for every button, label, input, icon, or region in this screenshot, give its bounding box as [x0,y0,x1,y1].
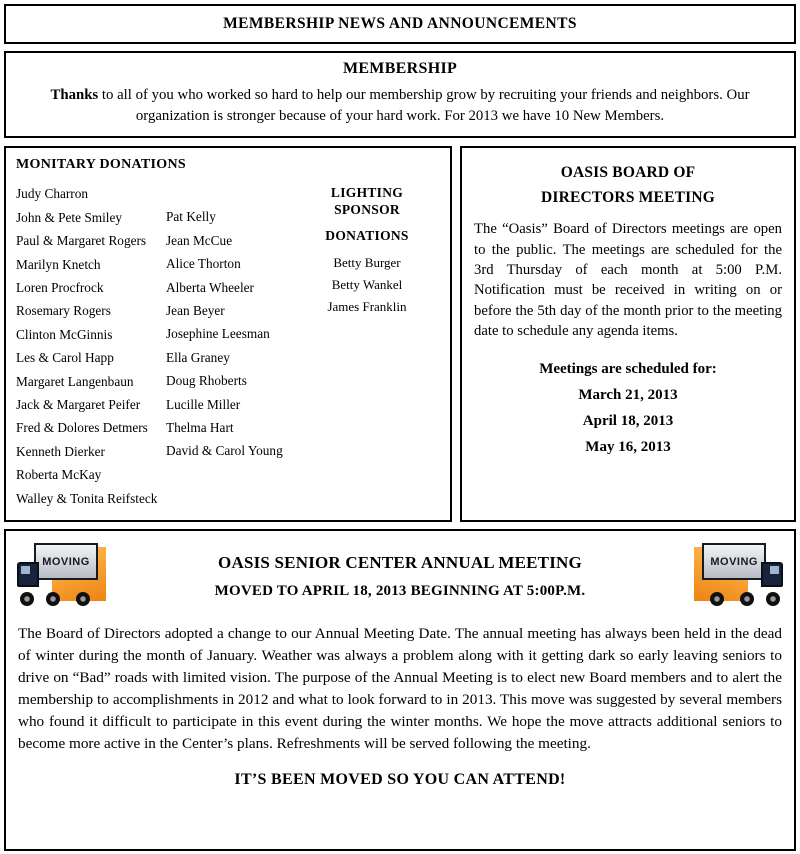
donor-name: Ella Graney [166,349,230,365]
donor-name: Josephine Leesman [166,326,270,342]
donor-name: Pat Kelly [166,209,216,225]
truck-wheel [740,592,754,606]
donor-name: Doug Rhoberts [166,373,247,389]
lighting-sponsor-section [294,182,440,510]
donor-name: Fred & Dolores Detmers [16,420,148,436]
lighting-title-line-1: LIGHTING [330,185,404,201]
moving-truck-left-image [16,539,112,609]
sponsor-name: James Franklin [327,299,407,315]
donor-name: Paul & Margaret Rogers [16,233,147,249]
membership-section [4,51,796,138]
schedule-label: Meetings are scheduled for: [539,361,717,378]
donor-name: John & Pete Smiley [16,209,123,225]
lighting-sponsor-title [294,184,440,244]
truck-wheel [710,592,724,606]
lighting-sponsor-names [294,252,440,318]
truck-moving-label: MOVING [710,555,758,568]
board-title-line-2: DIRECTORS MEETING [540,189,716,207]
moving-truck-right-image [688,539,784,609]
donor-name: Clinton McGinnis [16,326,113,342]
truck-moving-label: MOVING [42,555,90,568]
donor-name: Alice Thorton [166,256,241,272]
donor-name: Les & Carol Happ [16,350,114,366]
board-of-directors-section [460,146,796,522]
donor-name: Marilyn Knetch [16,256,101,272]
donor-name: Thelma Hart [166,420,234,436]
middle-row [4,146,796,522]
truck-cab [17,562,39,587]
donor-name: Jean Beyer [166,303,225,319]
truck-trailer [34,543,98,580]
donor-name: Kenneth Dierker [16,443,105,459]
sponsor-name: Betty Wankel [331,277,403,293]
page-title: MEMBERSHIP NEWS AND ANNOUNCEMENTS [223,15,577,32]
lighting-title-line-3: DONATIONS [325,228,409,244]
truck-wheel [766,592,780,606]
membership-lead-word: Thanks [50,87,99,103]
annual-meeting-header [16,539,784,609]
donor-name: Lucille Miller [166,396,241,412]
page-header [4,4,796,44]
lighting-title-line-2: SPONSOR [334,202,400,218]
truck-wheel [20,592,34,606]
donor-name: Jean McCue [166,232,233,248]
annual-meeting-titles [112,539,688,600]
meeting-dates-list [474,382,782,460]
donations-column-1 [16,182,166,510]
truck-wheel [46,592,60,606]
meeting-date: March 21, 2013 [578,387,678,404]
donor-name: Walley & Tonita Reifsteck [16,490,158,506]
meeting-date: May 16, 2013 [585,439,671,456]
annual-meeting-paragraph: The Board of Directors adopted a change to our Annual Meeting Date. The annual meeting has always been held in the dead of winter during the month of January. Weather was always a problem along with it getting dark so early leaving seniors to drive on “Bad” roads with limited vision. The purpose of the Annual Meeting is to elect new Board members and to alert the membership to accomplishments in 2012 and what to look forward to in 2013. This move was suggested by several members who found it difficult to participate in this event during the winter months. We hope the move attracts additional seniors to become more active in the Center’s plans. Refreshments will be served following the meeting. [18,625,782,752]
monetary-donations-section [4,146,452,522]
annual-meeting-title: OASIS SENIOR CENTER ANNUAL MEETING [218,553,582,573]
truck-cab [761,562,783,587]
donor-name: Alberta Wheeler [166,279,254,295]
truck-wheel [76,592,90,606]
board-schedule [474,361,782,460]
membership-body-text: to all of you who worked so hard to help our membership grow by recruiting your friends and neighbors. Our organization is stronger because of your hard work. For 2013 we have 10 New Members. [98,87,750,124]
donor-name: Jack & Margaret Peifer [16,397,141,413]
donor-name: Rosemary Rogers [16,303,111,319]
board-title-line-1: OASIS BOARD OF [560,164,696,182]
donations-columns [16,182,440,510]
board-paragraph: The “Oasis” Board of Directors meetings are open to the public. The meetings are scheduled for the 3rd Thursday of each month at 5:00 P.M. Notification must be received in writing on or before the 5th day of the month prior to the meeting date to schedule any agenda items. [474,221,782,339]
donor-name: Margaret Langenbaun [16,373,134,389]
membership-paragraph [14,85,786,126]
monetary-donations-title: MONITARY DONATIONS [16,157,186,173]
donor-name: Judy Charron [16,186,89,202]
truck-trailer [702,543,766,580]
annual-meeting-subtitle: MOVED TO APRIL 18, 2013 BEGINNING AT 5:00P.M. [214,583,586,600]
annual-meeting-section [4,529,796,851]
donations-column-2 [166,182,294,510]
donor-name: David & Carol Young [166,443,283,459]
meeting-date: April 18, 2013 [582,413,674,430]
annual-meeting-closing: IT’S BEEN MOVED SO YOU CAN ATTEND! [234,770,566,788]
donor-name: Roberta McKay [16,467,102,483]
sponsor-name: Betty Burger [333,255,401,271]
donor-name: Loren Procfrock [16,280,104,296]
membership-title: MEMBERSHIP [342,60,458,77]
